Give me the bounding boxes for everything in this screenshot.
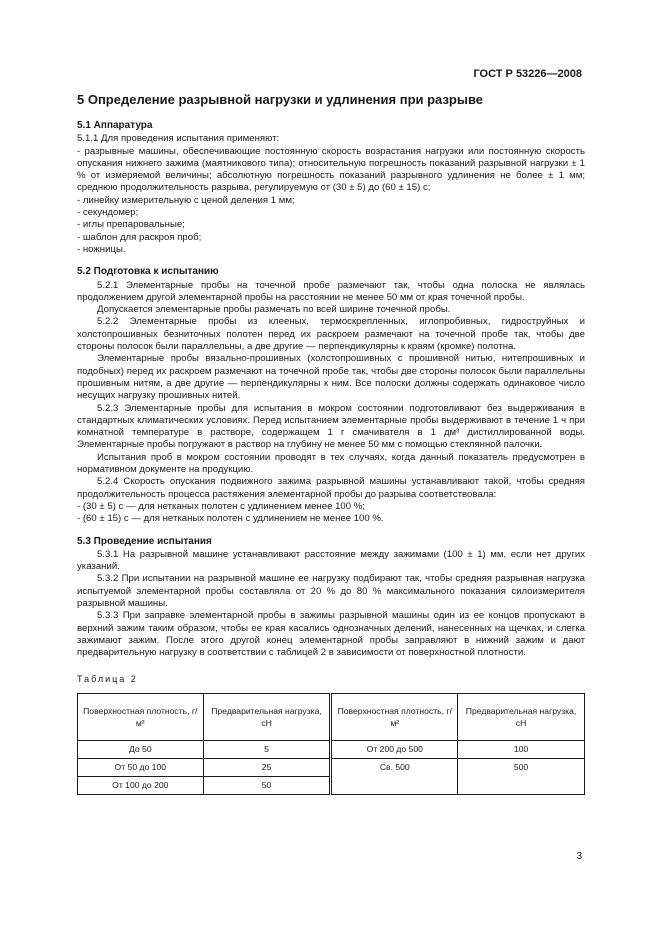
table-cell: От 200 до 500 [331, 740, 458, 758]
header-cell: Поверхностная плотность, г/м² [331, 693, 458, 740]
table-cell: 100 [458, 740, 585, 758]
header-cell: Поверхностная плотность, г/м² [78, 693, 204, 740]
page-number: 3 [576, 851, 582, 862]
paragraph: Элементарные пробы вязально-прошивных (холстопрошивных с прошивной нитью, нитепрошивных и подобных) перед их раскроем размечают на точечной пробе так, чтобы две стороны полосок были параллельны прошивным нитям, а две другие — перпендикулярны к ним. Все полоски должны содержать одинаковое число несущих нагрузку прошивных нитей. [77, 353, 585, 402]
paragraph: 5.3.3 При заправке элементарной пробы в зажимы разрывной машины один из ее концов пропускают в верхний зажим таким образом, чтобы ее края касались однозначных делений, нанесенных на щечках, и слегка зажимают зажим. После этого другой конец элементарной пробы заправляют в нижний зажим и дают предварительную нагрузку в соответствии с таблицей 2 в зависимости от поверхностной плотности. [77, 610, 585, 659]
table-caption: Таблица 2 [77, 674, 138, 685]
list-item: - (30 ± 5) с — для нетканых полотен с удлинением менее 100 %; [77, 500, 365, 512]
list-item: - (60 ± 15) с — для нетканых полотен с удлинением не менее 100 %. [77, 513, 384, 525]
page-content [77, 92, 585, 795]
table-cell: 5 [203, 740, 331, 758]
paragraph: 5.2.4 Скорость опускания подвижного зажима разрывной машины устанавливают такой, чтобы средняя продолжительность процесса растяжения элементарной пробы до разрыва соответствовала: [77, 476, 585, 500]
table-cell: 500 [458, 758, 585, 794]
list-item: - иглы препаровальные; [77, 219, 185, 231]
table-cell: 25 [203, 758, 331, 776]
header-cell: Предварительная нагрузка, сН [203, 693, 331, 740]
paragraph: 5.2.1 Элементарные пробы на точечной пробе размечают так, чтобы одна полоска не являлась продолжением другой элементарной пробы на расстоянии не менее 50 мм от края точечной пробы. [77, 279, 585, 303]
subsection-title-5-3: 5.3 Проведение испытания [77, 535, 212, 547]
standard-designation: ГОСТ Р 53226—2008 [473, 68, 582, 80]
subsection-title-5-2: 5.2 Подготовка к испытанию [77, 266, 219, 278]
table-cell: 50 [203, 776, 331, 794]
list-item: - шаблон для раскроя проб; [77, 231, 202, 243]
paragraph: 5.1.1 Для проведения испытания применяют: [77, 133, 280, 145]
paragraph: 5.2.2 Элементарные пробы из клееных, термоскрепленных, иглопробивных, гидроструйных и холстопрошивных безниточных полотен перед их раскроем размечают на точечной пробе так, чтобы две стороны полосок были параллельны, а две другие — перпендикулярны к краям (кромке) полотна. [77, 316, 585, 353]
subsection-title-5-1: 5.1 Аппаратура [77, 120, 153, 131]
paragraph: Допускается элементарные пробы размечать по всей ширине точечной пробы. [97, 304, 451, 316]
table-cell: Св. 500 [331, 758, 458, 794]
table-cell: От 100 до 200 [78, 776, 204, 794]
section-title: 5 Определение разрывной нагрузки и удлинения при разрыве [77, 92, 483, 107]
paragraph: 5.2.3 Элементарные пробы для испытания в мокром состоянии подготовливают без выдерживания в стандартных климатических условиях. Перед испытанием элементарные пробы выдерживают в течение 1 ч при комнатной температуре в растворе, содержащем 1 г смачивателя в 1 дм³ дистиллированной воды. Элементарные пробы погружают в раствор на глубину не менее 50 мм с помощью стеклянной палочки. [77, 402, 585, 451]
table-cell: До 50 [78, 740, 204, 758]
paragraph: 5.3.1 На разрывной машине устанавливают расстояние между зажимами (100 ± 1) мм, если нет других указаний. [77, 548, 585, 573]
header-cell: Предварительная нагрузка, сН [458, 693, 585, 740]
table-row [78, 740, 585, 758]
list-item: - ножницы. [77, 243, 126, 255]
list-item: - линейку измерительную с ценой деления 1 мм; [77, 194, 295, 206]
paragraph: 5.3.2 При испытании на разрывной машине ее нагрузку подбирают так, чтобы средняя разрывная нагрузка испытуемой элементарной пробы составляла от 20 % до 80 % максимального показания силоизмерителя разрывной машины. [77, 573, 585, 609]
list-item: - разрывные машины, обеспечивающие постоянную скорость возрастания нагрузки или постоянную скорость опускания нижнего зажима (маятникового типа); относительную погрешность показаний разрывной нагрузки ± 1 % от измеряемой величины; абсолютную погрешность показаний разрывного удлинения не более ± 1 мм; среднюю продолжительность разрыва, регулируемую от (30 ± 5) до (60 ± 15) с; [77, 145, 585, 194]
table-row [78, 758, 585, 776]
paragraph: Испытания проб в мокром состоянии проводят в тех случаях, когда данный показатель предусмотрен в нормативном документе на продукцию. [77, 451, 585, 476]
table-header-row [78, 693, 585, 740]
table-cell: От 50 до 100 [78, 758, 204, 776]
preload-table [77, 693, 585, 795]
list-item: - секундомер; [77, 207, 139, 219]
